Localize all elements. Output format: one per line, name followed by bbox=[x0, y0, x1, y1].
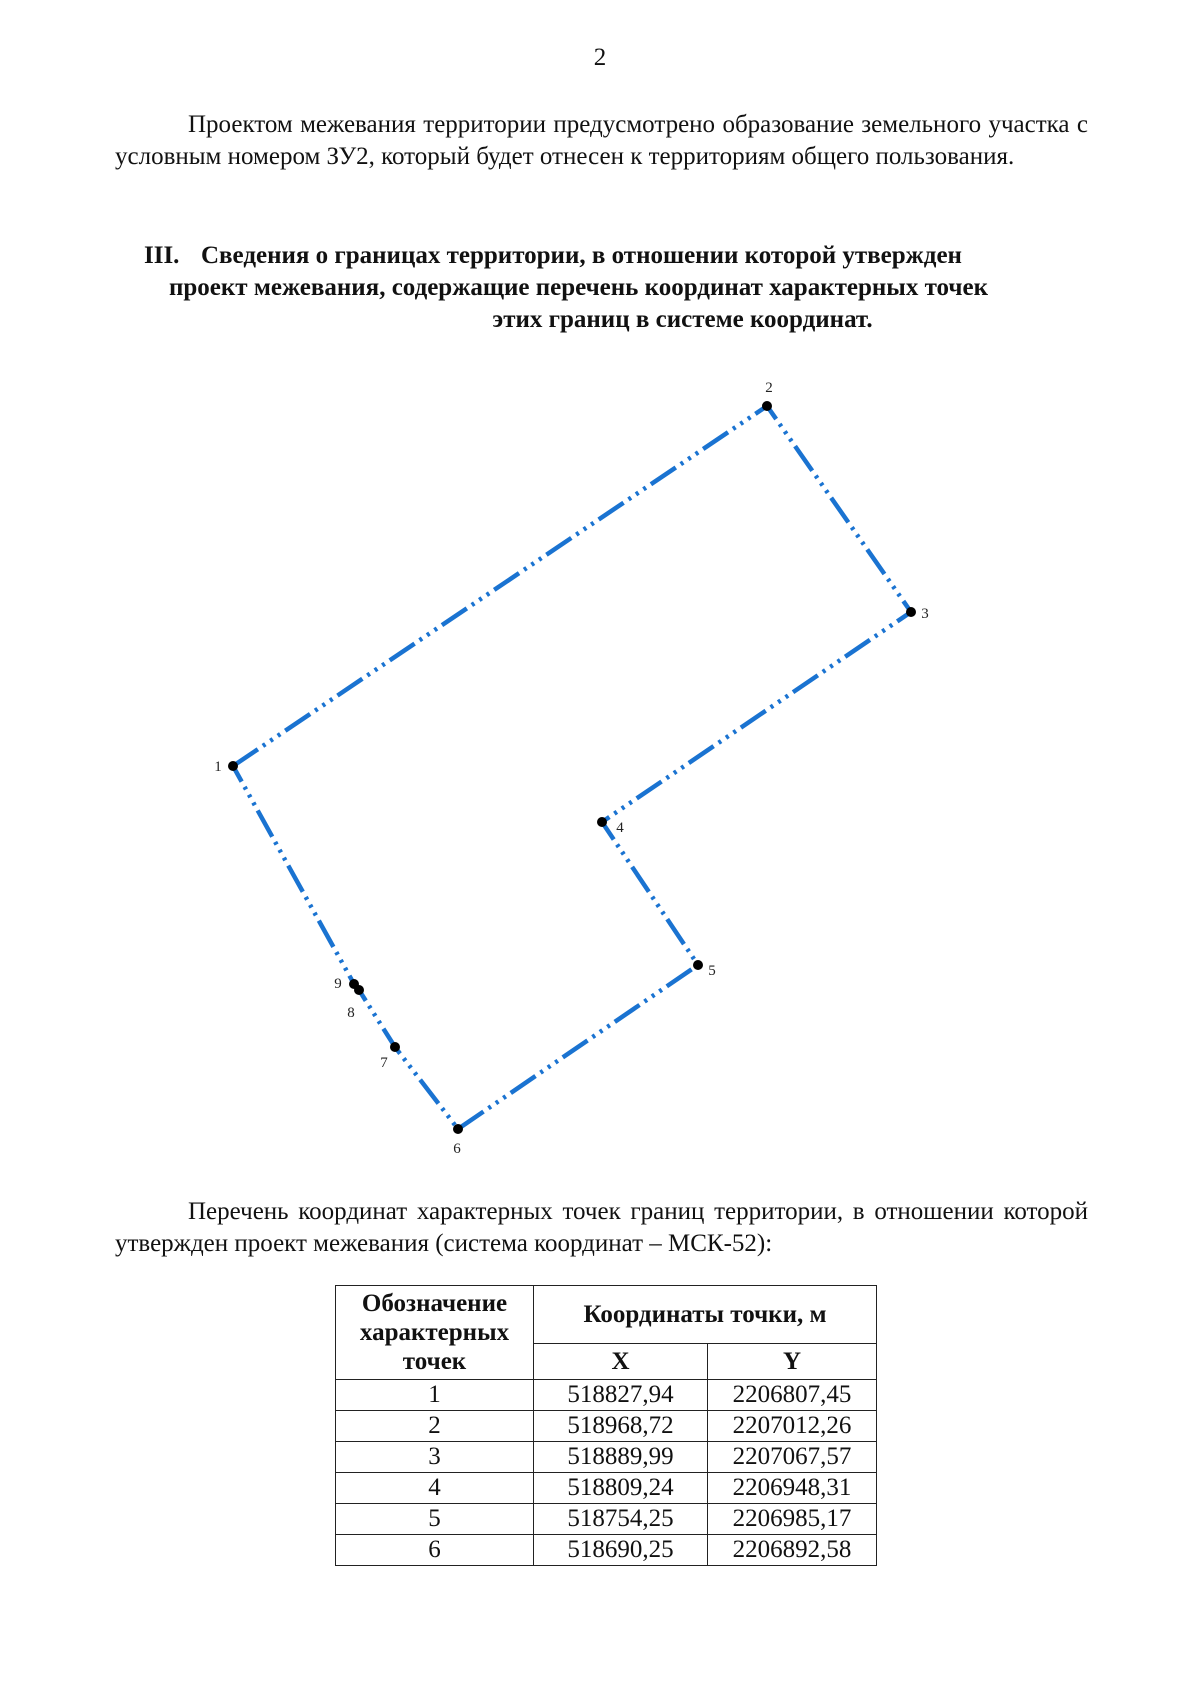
coordinates-table-body bbox=[336, 1380, 877, 1566]
x-cell: 518809,24 bbox=[534, 1473, 708, 1504]
y-cell: 2206892,58 bbox=[708, 1535, 877, 1566]
table-row bbox=[336, 1411, 877, 1442]
heading-line-3: этих границ в системе координат. bbox=[492, 306, 873, 333]
list-intro-paragraph bbox=[115, 1196, 1088, 1260]
boundary-point-2 bbox=[762, 401, 772, 411]
x-cell: 518827,94 bbox=[534, 1380, 708, 1411]
point-label-9: 9 bbox=[334, 976, 342, 992]
y-cell: 2206807,45 bbox=[708, 1380, 877, 1411]
intro-text: Проектом межевания территории предусмотрено образование земельного участка с условным номером ЗУ2, который будет отнесен к территориям общего пользования. bbox=[115, 111, 1088, 170]
x-cell: 518754,25 bbox=[534, 1504, 708, 1535]
point-label-2: 2 bbox=[765, 380, 773, 396]
y-cell: 2207012,26 bbox=[708, 1411, 877, 1442]
boundary-point-1 bbox=[228, 761, 238, 771]
x-cell: 518690,25 bbox=[534, 1535, 708, 1566]
x-cell: 518968,72 bbox=[534, 1411, 708, 1442]
boundary-point-4 bbox=[597, 817, 607, 827]
y-cell: 2206985,17 bbox=[708, 1504, 877, 1535]
point-label-5: 5 bbox=[708, 963, 716, 979]
point-label-8: 8 bbox=[347, 1005, 355, 1021]
header-point-mark: Обозначение характерных точек bbox=[336, 1286, 534, 1380]
point-cell: 2 bbox=[336, 1411, 534, 1442]
section-number: III. bbox=[144, 242, 180, 269]
table-row bbox=[336, 1442, 877, 1473]
boundary-line bbox=[233, 406, 911, 1129]
table-row bbox=[336, 1504, 877, 1535]
point-cell: 4 bbox=[336, 1473, 534, 1504]
y-cell: 2206948,31 bbox=[708, 1473, 877, 1504]
section-heading bbox=[120, 240, 1095, 336]
page-number: 2 bbox=[593, 44, 607, 71]
point-label-1: 1 bbox=[214, 759, 222, 775]
point-cell: 1 bbox=[336, 1380, 534, 1411]
y-cell: 2207067,57 bbox=[708, 1442, 877, 1473]
point-cell: 3 bbox=[336, 1442, 534, 1473]
boundary-point-7 bbox=[390, 1042, 400, 1052]
header-y: Y bbox=[708, 1344, 877, 1380]
boundary-scheme bbox=[0, 370, 1200, 1170]
boundary-point-3 bbox=[906, 607, 916, 617]
point-cell: 6 bbox=[336, 1535, 534, 1566]
point-label-6: 6 bbox=[453, 1141, 461, 1157]
boundary-point-9 bbox=[349, 979, 359, 989]
intro-paragraph bbox=[115, 109, 1088, 173]
boundary-point-5 bbox=[693, 960, 703, 970]
point-cell: 5 bbox=[336, 1504, 534, 1535]
table-row bbox=[336, 1380, 877, 1411]
point-label-3: 3 bbox=[921, 606, 929, 622]
coordinates-table bbox=[335, 1285, 877, 1566]
header-coordinates: Координаты точки, м bbox=[534, 1286, 877, 1344]
x-cell: 518889,99 bbox=[534, 1442, 708, 1473]
boundary-point-6 bbox=[453, 1124, 463, 1134]
point-label-7: 7 bbox=[380, 1055, 388, 1071]
point-label-4: 4 bbox=[616, 820, 624, 836]
heading-line-2: проект межевания, содержащие перечень координат характерных точек bbox=[169, 274, 988, 301]
table-row bbox=[336, 1473, 877, 1504]
list-intro-text: Перечень координат характерных точек границ территории, в отношении которой утвержден проект межевания (система координат – МСК-52): bbox=[115, 1198, 1088, 1257]
heading-line-1: Сведения о границах территории, в отношении которой утвержден bbox=[201, 242, 962, 269]
header-x: X bbox=[534, 1344, 708, 1380]
table-row bbox=[336, 1535, 877, 1566]
